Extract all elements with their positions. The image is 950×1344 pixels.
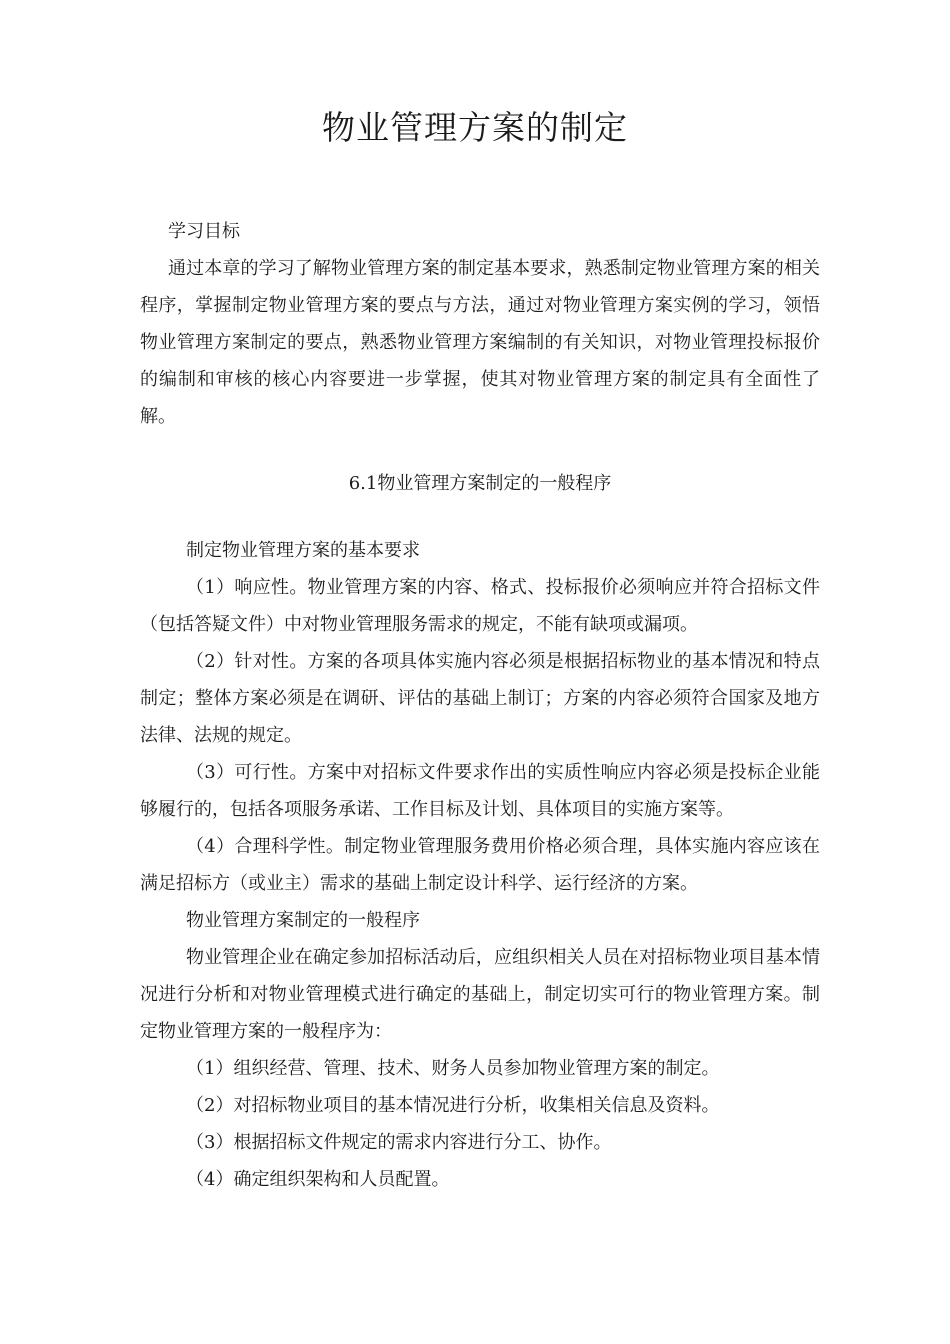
procedure-step: （4）确定组织架构和人员配置。 <box>186 1169 450 1190</box>
procedure-intro-paragraph: 物业管理企业在确定参加招标活动后，应组织相关人员在对招标物业项目基本情况进行分析和对物业管理模式进行确定的基础上，制定切实可行的物业管理方案。制定物业管理方案的一般程序为： <box>140 947 820 1042</box>
document-body <box>140 213 820 1198</box>
procedure-label: 物业管理方案制定的一般程序 <box>186 910 420 931</box>
procedure-step: （3）根据招标文件规定的需求内容进行分工、协作。 <box>186 1132 612 1153</box>
requirement-item: （2）针对性。方案的各项具体实施内容必须是根据招标物业的基本情况和特点制定；整体方案必须是在调研、评估的基础上制订；方案的内容必须符合国家及地方法律、法规的规定。 <box>140 651 820 746</box>
requirement-item: （3）可行性。方案中对招标文件要求作出的实质性响应内容必须是投标企业能够履行的，包括各项服务承诺、工作目标及计划、具体项目的实施方案等。 <box>140 762 820 820</box>
basic-requirements-label: 制定物业管理方案的基本要求 <box>186 540 420 561</box>
learning-goals-label: 学习目标 <box>168 221 240 242</box>
requirement-item: （1）响应性。物业管理方案的内容、格式、投标报价必须响应并符合招标文件（包括答疑文件）中对物业管理服务需求的规定，不能有缺项或漏项。 <box>140 577 820 635</box>
section-heading: 6.1物业管理方案制定的一般程序 <box>348 473 612 494</box>
procedure-step: （1）组织经营、管理、技术、财务人员参加物业管理方案的制定。 <box>186 1058 720 1079</box>
learning-goals-paragraph: 通过本章的学习了解物业管理方案的制定基本要求，熟悉制定物业管理方案的相关程序，掌握制定物业管理方案的要点与方法，通过对物业管理方案实例的学习，领悟物业管理方案制定的要点，熟悉物业管理方案编制的有关知识，对物业管理投标报价的编制和审核的核心内容要进一步掌握，使其对物业管理方案的制定具有全面性了解。 <box>140 258 820 427</box>
document-title: 物业管理方案的制定 <box>322 108 628 147</box>
requirement-item: （4）合理科学性。制定物业管理服务费用价格必须合理，具体实施内容应该在满足招标方（或业主）需求的基础上制定设计科学、运行经济的方案。 <box>140 836 820 894</box>
procedure-step: （2）对招标物业项目的基本情况进行分析，收集相关信息及资料。 <box>186 1095 720 1116</box>
